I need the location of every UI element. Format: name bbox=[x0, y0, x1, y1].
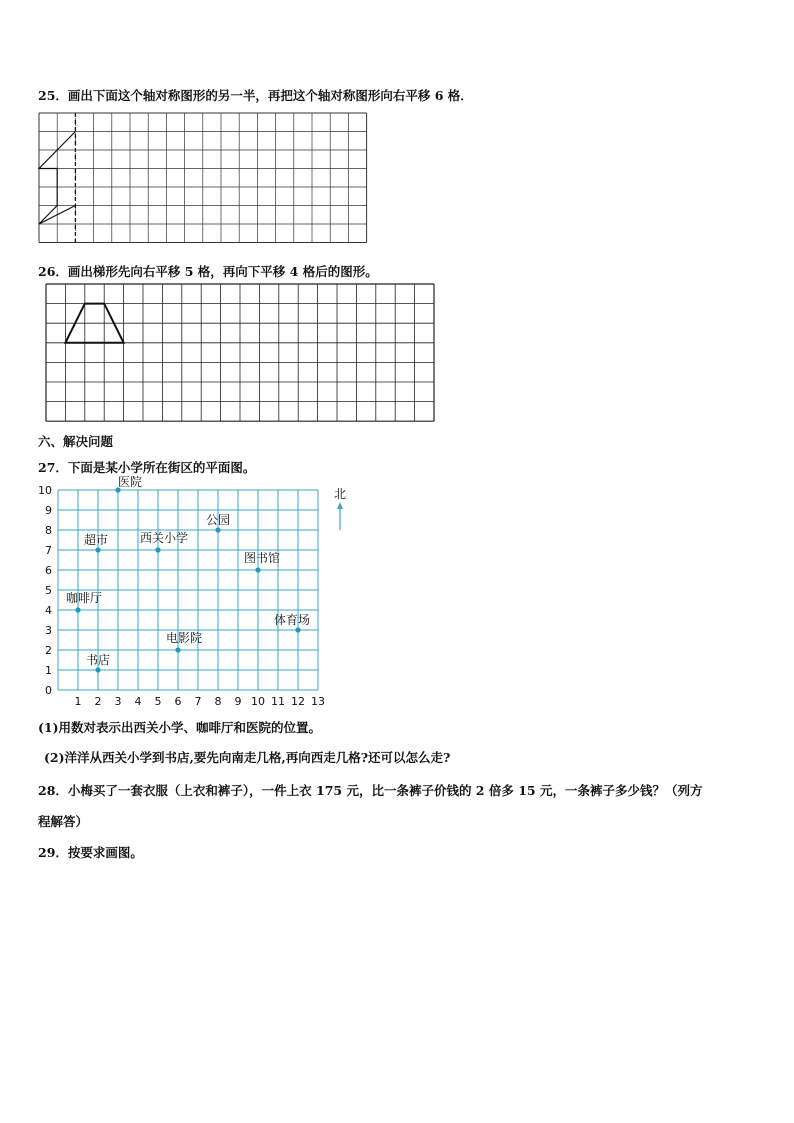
place-dot bbox=[95, 547, 100, 552]
grid-26 bbox=[46, 284, 438, 426]
question-28-line1: 28．小梅买了一套衣服（上衣和裤子），一件上衣 175 元，比一条裤子价钱的 2 倍多 15 元，一条裤子多少钱？（列方 bbox=[38, 783, 703, 798]
y-tick-label: 7 bbox=[45, 544, 52, 557]
y-tick-label: 10 bbox=[38, 484, 52, 497]
x-tick-label: 4 bbox=[134, 695, 142, 708]
place-label: 体育场 bbox=[273, 613, 311, 627]
street-map bbox=[30, 475, 350, 712]
question-25-text: 25．画出下面这个轴对称图形的另一半，再把这个轴对称图形向右平移 6 格． bbox=[38, 88, 473, 103]
place-dot bbox=[155, 547, 160, 552]
y-tick-label: 5 bbox=[45, 584, 52, 597]
x-tick-label: 6 bbox=[174, 695, 182, 708]
north-arrow bbox=[330, 486, 350, 536]
place-dot bbox=[75, 607, 80, 612]
north-label: 北 bbox=[333, 487, 347, 501]
place-dot bbox=[255, 567, 260, 572]
y-tick-label: 6 bbox=[45, 564, 52, 577]
y-tick-label: 9 bbox=[45, 504, 52, 517]
section-title: 六、解决问题 bbox=[38, 434, 114, 449]
grid-25 bbox=[39, 113, 369, 248]
question-27-sub1: (1)用数对表示出西关小学、咖啡厅和医院的位置。 bbox=[38, 720, 322, 735]
question-27-sub2: (2)洋洋从西关小学到书店,要先向南走几格,再向西走几格?还可以怎么走? bbox=[44, 750, 451, 765]
question-28-line2: 程解答） bbox=[38, 814, 89, 829]
place-dot bbox=[175, 647, 180, 652]
place-label: 电影院 bbox=[165, 631, 203, 645]
question-29-text: 29．按要求画图。 bbox=[38, 845, 143, 860]
place-label: 图书馆 bbox=[243, 551, 281, 565]
place-dot bbox=[295, 627, 300, 632]
question-26-text: 26．画出梯形先向右平移 5 格，再向下平移 4 格后的图形。 bbox=[38, 264, 378, 279]
y-tick-label: 8 bbox=[45, 524, 52, 537]
x-tick-label: 13 bbox=[311, 695, 325, 708]
x-tick-label: 9 bbox=[234, 695, 242, 708]
place-label: 西关小学 bbox=[139, 531, 189, 545]
x-tick-label: 10 bbox=[251, 695, 265, 708]
y-tick-label: 0 bbox=[45, 684, 52, 697]
y-tick-label: 1 bbox=[45, 664, 52, 677]
north-arrow-head bbox=[337, 502, 343, 509]
place-dot bbox=[95, 667, 100, 672]
x-tick-label: 2 bbox=[94, 695, 102, 708]
x-tick-label: 12 bbox=[291, 695, 305, 708]
x-tick-label: 5 bbox=[154, 695, 162, 708]
y-tick-label: 3 bbox=[45, 624, 52, 637]
place-label: 超市 bbox=[83, 533, 109, 547]
place-label: 医院 bbox=[117, 475, 143, 489]
x-tick-label: 1 bbox=[74, 695, 82, 708]
x-tick-label: 7 bbox=[194, 695, 202, 708]
place-dot bbox=[215, 527, 220, 532]
y-tick-label: 4 bbox=[45, 604, 52, 617]
y-tick-label: 2 bbox=[45, 644, 52, 657]
question-27-text: 27．下面是某小学所在街区的平面图。 bbox=[38, 460, 256, 475]
x-tick-label: 11 bbox=[271, 695, 285, 708]
place-label: 书店 bbox=[85, 653, 111, 667]
place-label: 公园 bbox=[205, 513, 231, 527]
x-tick-label: 8 bbox=[214, 695, 222, 708]
x-tick-label: 3 bbox=[114, 695, 122, 708]
place-label: 咖啡厅 bbox=[65, 591, 103, 605]
